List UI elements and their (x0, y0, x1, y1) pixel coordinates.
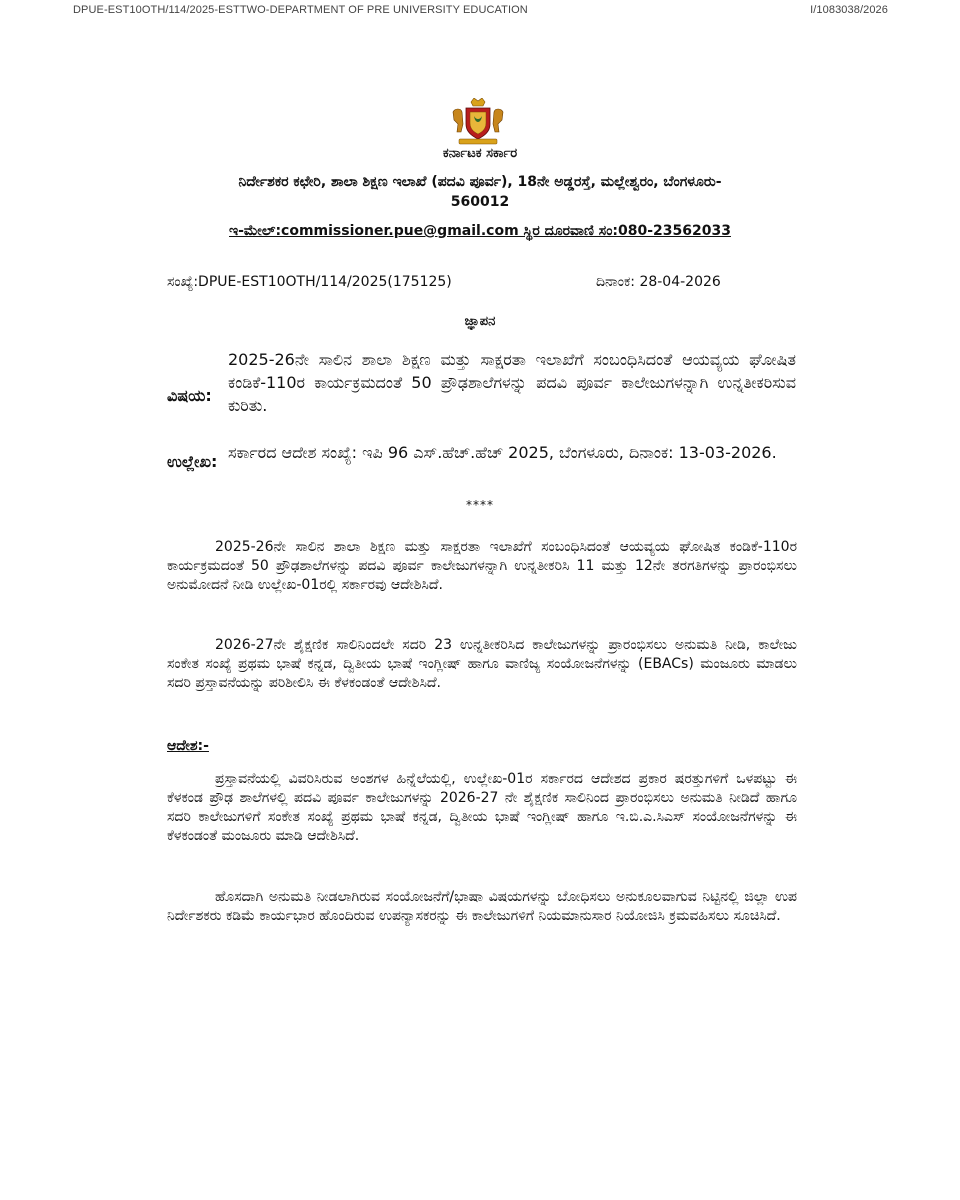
office-address-line-1: ನಿರ್ದೇಶಕರ ಕಛೇರಿ, ಶಾಲಾ ಶಿಕ್ಷಣ ಇಲಾಖೆ (ಪದವಿ ಪೂರ್ವ), 18ನೇ ಅಡ್ಡರಸ್ತೆ, ಮಲ್ಲೇಶ್ವರಂ, ಬೆಂಗಳೂರು- (238, 174, 722, 190)
paragraph-4-text: ಹೊಸದಾಗಿ ಅನುಮತಿ ನೀಡಲಾಗಿರುವ ಸಂಯೋಜನೆಗೆ/ಭಾಷಾ ವಿಷಯಗಳನ್ನು ಬೋಧಿಸಲು ಅನುಕೂಲವಾಗುವ ನಿಟ್ಟಿನಲ್ಲಿ ಜಿಲ್ಲಾ ಉಪ ನಿರ್ದೇಶಕರು ಕಡಿಮೆ ಕಾರ್ಯಭಾರ ಹೊಂದಿರುವ ಉಪನ್ಯಾಸಕರನ್ನು ಈ ಕಾಲೇಜುಗಳಿಗೆ ನಿಯಮಾನುಸಾರ ನಿಯೋಜಿಸಿ ಕ್ರಮವಹಿಸಲು ಸೂಚಿಸಿದೆ. (167, 889, 797, 924)
contact-line: ಇ-ಮೇಲ್:commissioner.pue@gmail.com ಸ್ಥಿರ ದೂರವಾಣಿ ಸಂ:080-23562033 (229, 223, 731, 239)
inward-number-header: I/1083038/2026 (810, 4, 888, 16)
reference-text: ಸರ್ಕಾರದ ಆದೇಶ ಸಂಖ್ಯೆ: ಇಪಿ 96 ಎಸ್.ಹೆಚ್.ಹೆಚ್ 2025, ಬೆಂಗಳೂರು, ದಿನಾಂಕ: 13-03-2026. (228, 443, 777, 462)
reference-label: ಉಲ್ಲೇಖ: (167, 452, 218, 471)
paragraph-2-text: 2026-27ನೇ ಶೈಕ್ಷಣಿಕ ಸಾಲಿನಿಂದಲೇ ಸದರಿ 23 ಉನ್ನತೀಕರಿಸಿದ ಕಾಲೇಜುಗಳನ್ನು ಪ್ರಾರಂಭಿಸಲು ಅನುಮತಿ ನೀಡಿ, ಕಾಲೇಜು ಸಂಕೇತ ಸಂಖ್ಯೆ ಪ್ರಥಮ ಭಾಷೆ ಕನ್ನಡ, ದ್ವಿತೀಯ ಭಾಷೆ ಇಂಗ್ಲೀಷ್ ಹಾಗೂ ವಾಣಿಜ್ಯ ಸಂಯೋಜನೆಗಳನ್ನು (EBACs) ಮಂಜೂರು ಮಾಡಲು ಸದರಿ ಪ್ರಸ್ತಾವನೆಯನ್ನು ಪರಿಶೀಲಿಸಿ ಈ ಕೆಳಕಂಡಂತೆ ಆದೇಶಿಸಿದೆ. (167, 637, 797, 691)
paragraph-1-text: 2025-26ನೇ ಸಾಲಿನ ಶಾಲಾ ಶಿಕ್ಷಣ ಮತ್ತು ಸಾಕ್ಷರತಾ ಇಲಾಖೆಗೆ ಸಂಬಂಧಿಸಿದಂತೆ ಆಯವ್ಯಯ ಘೋಷಿತ ಕಂಡಿಕೆ-110ರ ಕಾರ್ಯಕ್ರಮದಂತೆ 50 ಪ್ರೌಢಶಾಲೆಗಳನ್ನು ಪದವಿ ಪೂರ್ವ ಕಾಲೇಜುಗಳನ್ನಾಗಿ ಉನ್ನತೀಕರಿಸಿ 11 ಮತ್ತು 12ನೇ ತರಗತಿಗಳನ್ನು ಪ್ರಾರಂಭಿಸಲು ಅನುಮೋದನೆ ನೀಡಿ ಉಲ್ಲೇಖ-01ರಲ್ಲಿ ಸರ್ಕಾರವು ಆದೇಶಿಸಿದೆ. (167, 539, 797, 593)
government-title: ಕರ್ನಾಟಕ ಸರ್ಕಾರ (442, 146, 518, 161)
file-reference-header: DPUE-EST10OTH/114/2025-ESTTWO-DEPARTMENT OF PRE UNIVERSITY EDUCATION (73, 4, 528, 16)
subject-label: ವಿಷಯ: (167, 386, 212, 405)
paragraph-4 (167, 888, 797, 926)
paragraph-3 (167, 770, 797, 846)
document-date: ದಿನಾಂಕ: 28-04-2026 (596, 274, 721, 290)
order-label: ಆದೇಶ:- (167, 738, 209, 754)
reference-number: ಸಂಖ್ಯೆ:DPUE-EST10OTH/114/2025(175125) (167, 274, 452, 290)
office-address-line-2: 560012 (450, 194, 510, 210)
paragraph-2 (167, 636, 797, 693)
section-separator: **** (466, 498, 494, 512)
notice-title: ಜ್ಞಾಪನ (464, 314, 496, 329)
paragraph-3-text: ಪ್ರಸ್ತಾವನೆಯಲ್ಲಿ ವಿವರಿಸಿರುವ ಅಂಶಗಳ ಹಿನ್ನೆಲೆಯಲ್ಲಿ, ಉಲ್ಲೇಖ-01ರ ಸರ್ಕಾರದ ಆದೇಶದ ಪ್ರಕಾರ ಷರತ್ತುಗಳಿಗೆ ಒಳಪಟ್ಟು ಈ ಕೆಳಕಂಡ ಪ್ರೌಢ ಶಾಲೆಗಳಲ್ಲಿ ಪದವಿ ಪೂರ್ವ ಕಾಲೇಜುಗಳನ್ನು 2026-27 ನೇ ಶೈಕ್ಷಣಿಕ ಸಾಲಿನಿಂದ ಪ್ರಾರಂಭಿಸಲು ಅನುಮತಿ ನೀಡಿದೆ ಹಾಗೂ ಸದರಿ ಕಾಲೇಜುಗಳಿಗೆ ಸಂಕೇತ ಸಂಖ್ಯೆ ಪ್ರಥಮ ಭಾಷೆ ಕನ್ನಡ, ದ್ವಿತೀಯ ಭಾಷೆ ಇಂಗ್ಲೀಷ್ ಹಾಗೂ ಇ.ಬಿ.ಎ.ಸಿಎಸ್ ಸಂಯೋಜನೆಗಳನ್ನು ಈ ಕೆಳಕಂಡಂತೆ ಮಂಜೂರು ಮಾಡಿ ಆದೇಶಿಸಿದೆ. (167, 771, 797, 844)
subject-text: 2025-26ನೇ ಸಾಲಿನ ಶಾಲಾ ಶಿಕ್ಷಣ ಮತ್ತು ಸಾಕ್ಷರತಾ ಇಲಾಖೆಗೆ ಸಂಬಂಧಿಸಿದಂತೆ ಆಯವ್ಯಯ ಘೋಷಿತ ಕಂಡಿಕೆ-110ರ ಕಾರ್ಯಕ್ರಮದಂತೆ 50 ಪ್ರೌಢಶಾಲೆಗಳನ್ನು ಪದವಿ ಪೂರ್ವ ಕಾಲೇಜುಗಳನ್ನಾಗಿ ಉನ್ನತೀಕರಿಸುವ ಕುರಿತು. (228, 350, 796, 415)
karnataka-emblem-icon (449, 98, 507, 146)
paragraph-1 (167, 538, 797, 595)
